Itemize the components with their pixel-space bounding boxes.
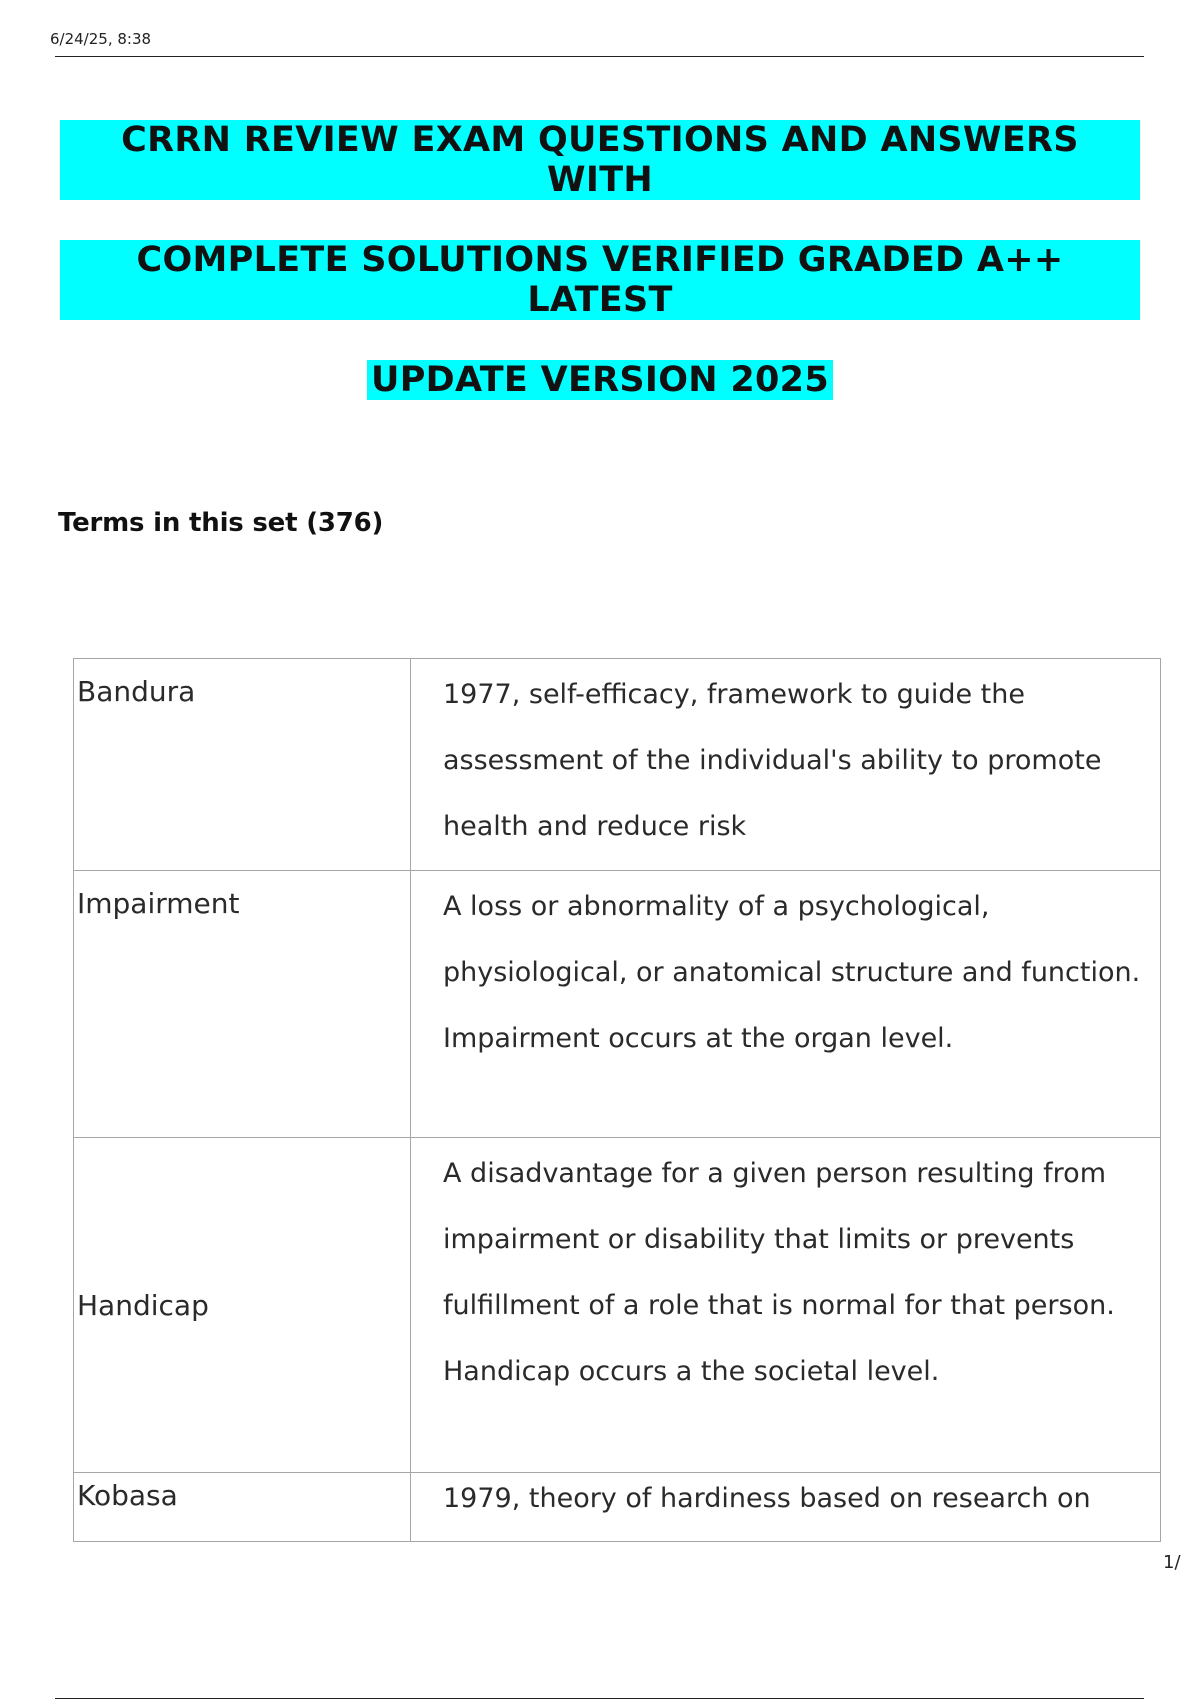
title-line-1: CRRN REVIEW EXAM QUESTIONS AND ANSWERS WITH [60,120,1140,200]
terms-count-heading: Terms in this set (376) [58,508,384,538]
term-cell: Kobasa [74,1473,411,1542]
table-row [74,1138,1161,1473]
table-row [74,659,1161,871]
definition-cell: A loss or abnormality of a psychological, physiological, or anatomical structure and function. Impairment occurs at the organ level. [411,871,1161,1138]
document-title [60,120,1140,440]
table-row [74,1473,1161,1542]
footer-divider [55,1698,1144,1699]
term-cell: Impairment [74,871,411,1138]
print-timestamp: 6/24/25, 8:38 [50,30,152,48]
definition-cell: 1977, self-efficacy, framework to guide the assessment of the individual's ability to promote health and reduce risk [411,659,1161,871]
term-cell: Bandura [74,659,411,871]
table-row [74,871,1161,1138]
definition-cell: 1979, theory of hardiness based on research on [411,1473,1161,1542]
definition-cell: A disadvantage for a given person resulting from impairment or disability that limits or prevents fulfillment of a role that is normal for that person. Handicap occurs a the societal level. [411,1138,1161,1473]
title-line-3: UPDATE VERSION 2025 [367,360,833,400]
title-line-2: COMPLETE SOLUTIONS VERIFIED GRADED A++ LATEST [60,240,1140,320]
terms-table [73,658,1161,1542]
header-divider [55,56,1144,57]
page-number: 1/ [1163,1552,1181,1573]
term-cell: Handicap [74,1138,411,1473]
